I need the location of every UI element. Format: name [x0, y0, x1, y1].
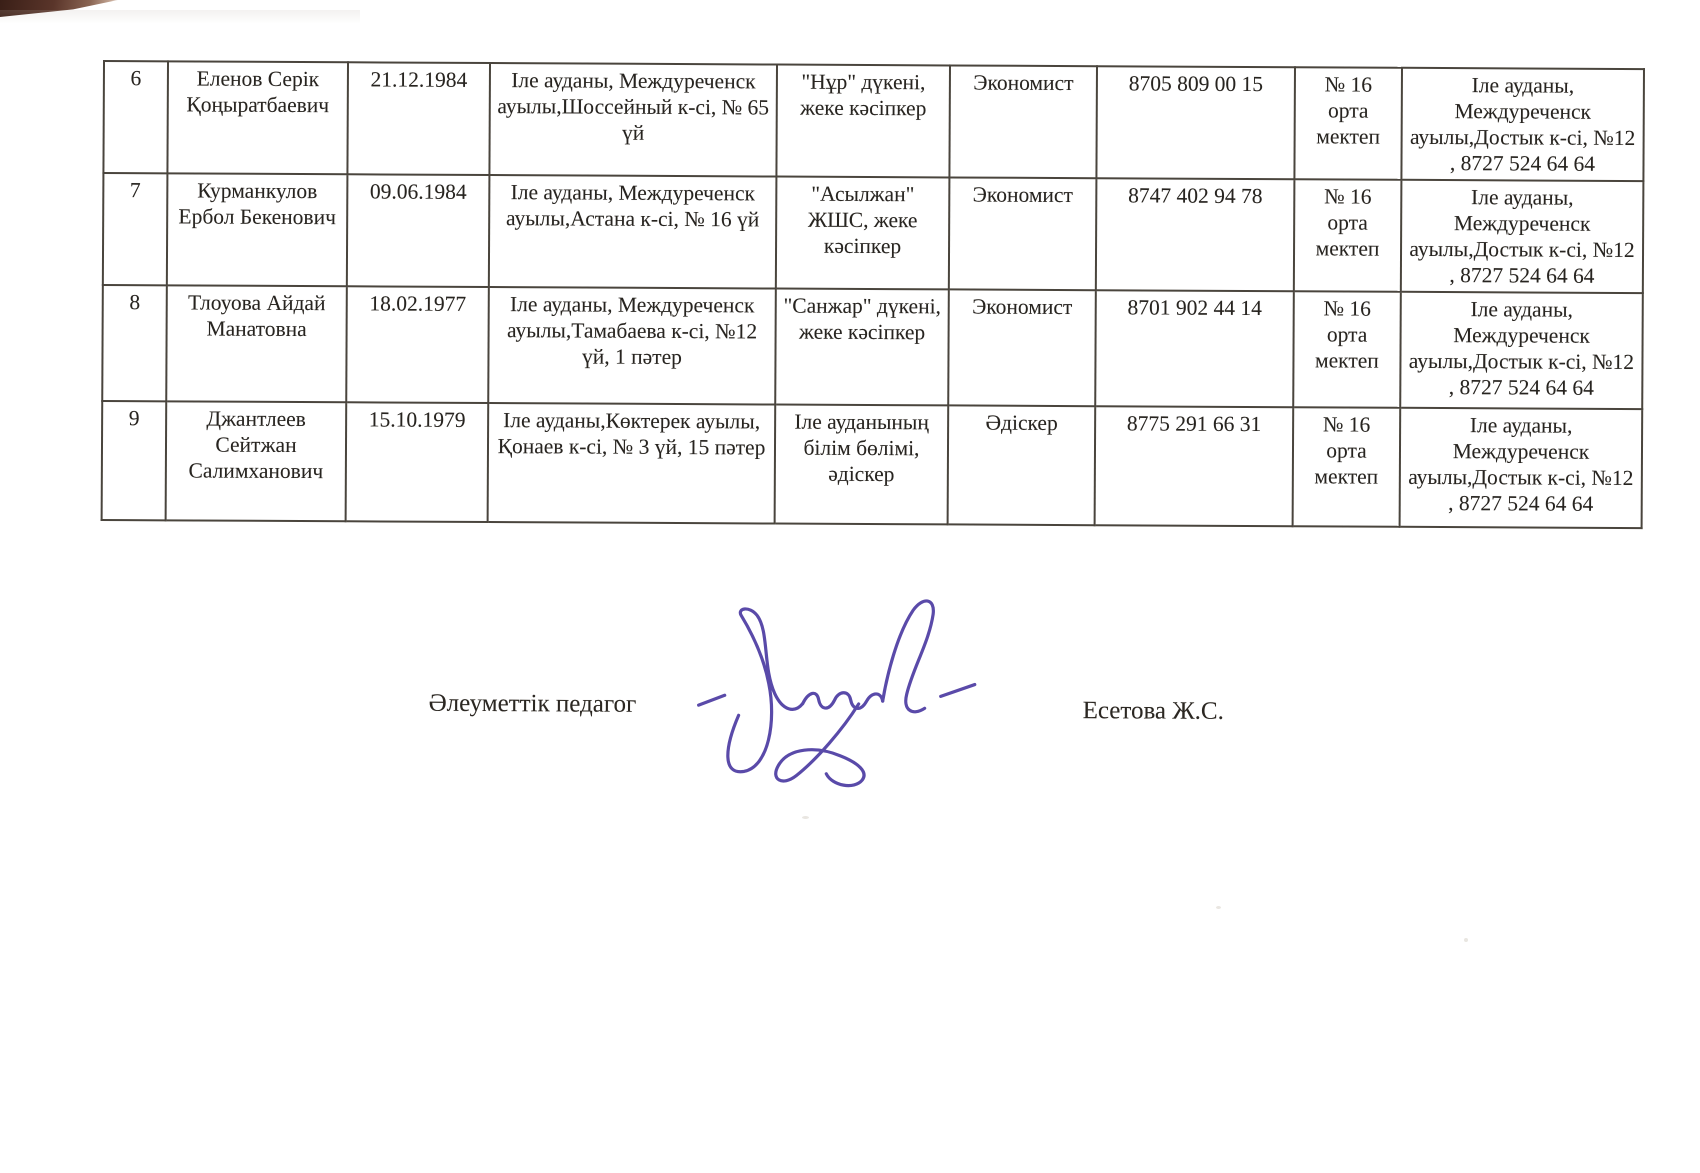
cell-school-contact: Іле ауданы, Междуреченск ауылы,Достык к-сі, №12 , 8727 524 64 64	[1401, 180, 1644, 293]
cell-full-name: Джантлеев Сейтжан Салимханович	[166, 401, 347, 521]
cell-workplace: "Асылжан" ЖШС, жеке кәсіпкер	[776, 177, 950, 290]
table-row	[103, 61, 1644, 181]
cell-home-address: Іле ауданы, Междуреченск ауылы,Тамабаева к-сі, №12 үй, 1 пәтер	[488, 287, 776, 405]
signature-name: Есетова Ж.С.	[1082, 697, 1224, 725]
cell-school-contact: Іле ауданы, Междуреченск ауылы,Достык к-сі, №12 , 8727 524 64 64	[1401, 68, 1644, 181]
cell-full-name: Тлоуова Айдай Манатовна	[166, 285, 347, 402]
cell-workplace: "Санжар" дүкені, жеке кәсіпкер	[775, 289, 949, 406]
cell-school: № 16 орта мектеп	[1293, 407, 1401, 527]
cell-birth-date: 18.02.1977	[346, 286, 489, 403]
cell-birth-date: 15.10.1979	[346, 402, 489, 522]
signature-role-label: Әлеуметтік педагог	[428, 689, 637, 718]
cell-home-address: Іле ауданы, Междуреченск ауылы,Шоссейный к-сі, № 65 үй	[489, 63, 777, 177]
cell-birth-date: 09.06.1984	[347, 174, 490, 287]
cell-position: Экономист	[948, 289, 1096, 406]
cell-birth-date: 21.12.1984	[347, 62, 490, 175]
cell-full-name: Еленов Серік Қоңыратбаевич	[167, 61, 348, 174]
table-row	[103, 173, 1644, 293]
cell-full-name: Курманкулов Ербол Бекенович	[167, 173, 348, 286]
cell-position: Экономист	[949, 65, 1097, 178]
cell-school: № 16 орта мектеп	[1293, 291, 1401, 408]
cell-row-number: 8	[102, 285, 167, 401]
cell-workplace: "Нұр" дүкені, жеке кәсіпкер	[776, 65, 950, 178]
cell-phone: 8701 902 44 14	[1095, 290, 1294, 407]
cell-phone: 8705 809 00 15	[1096, 66, 1295, 179]
cell-home-address: Іле ауданы,Көктерек ауылы, Қонаев к-сі, № 3 үй, 15 пәтер	[488, 403, 776, 524]
signature-ink-strokes	[698, 600, 975, 786]
table-row	[102, 285, 1643, 409]
cell-position: Әдіскер	[948, 405, 1096, 525]
cell-school-contact: Іле ауданы, Междуреченск ауылы,Достык к-сі, №12 , 8727 524 64 64	[1400, 408, 1643, 528]
scan-speck	[802, 816, 809, 819]
scan-speck	[1216, 906, 1221, 909]
table-row	[102, 401, 1643, 528]
cell-phone: 8747 402 94 78	[1096, 178, 1295, 291]
scan-speck	[1464, 938, 1468, 942]
cell-school-contact: Іле ауданы, Междуреченск ауылы,Достык к-сі, №12 , 8727 524 64 64	[1400, 292, 1643, 409]
cell-school: № 16 орта мектеп	[1294, 67, 1402, 180]
cell-home-address: Іле ауданы, Междуреченск ауылы,Астана к-сі, № 16 үй	[489, 175, 777, 289]
cell-position: Экономист	[949, 177, 1097, 290]
signature-ink	[676, 583, 997, 795]
cell-row-number: 6	[103, 61, 168, 173]
cell-workplace: Іле ауданының білім бөлімі, әдіскер	[775, 405, 949, 525]
cell-row-number: 9	[102, 401, 167, 520]
cell-phone: 8775 291 66 31	[1095, 406, 1294, 526]
cell-school: № 16 орта мектеп	[1294, 179, 1402, 292]
cell-row-number: 7	[103, 173, 168, 285]
staff-table	[101, 60, 1645, 529]
